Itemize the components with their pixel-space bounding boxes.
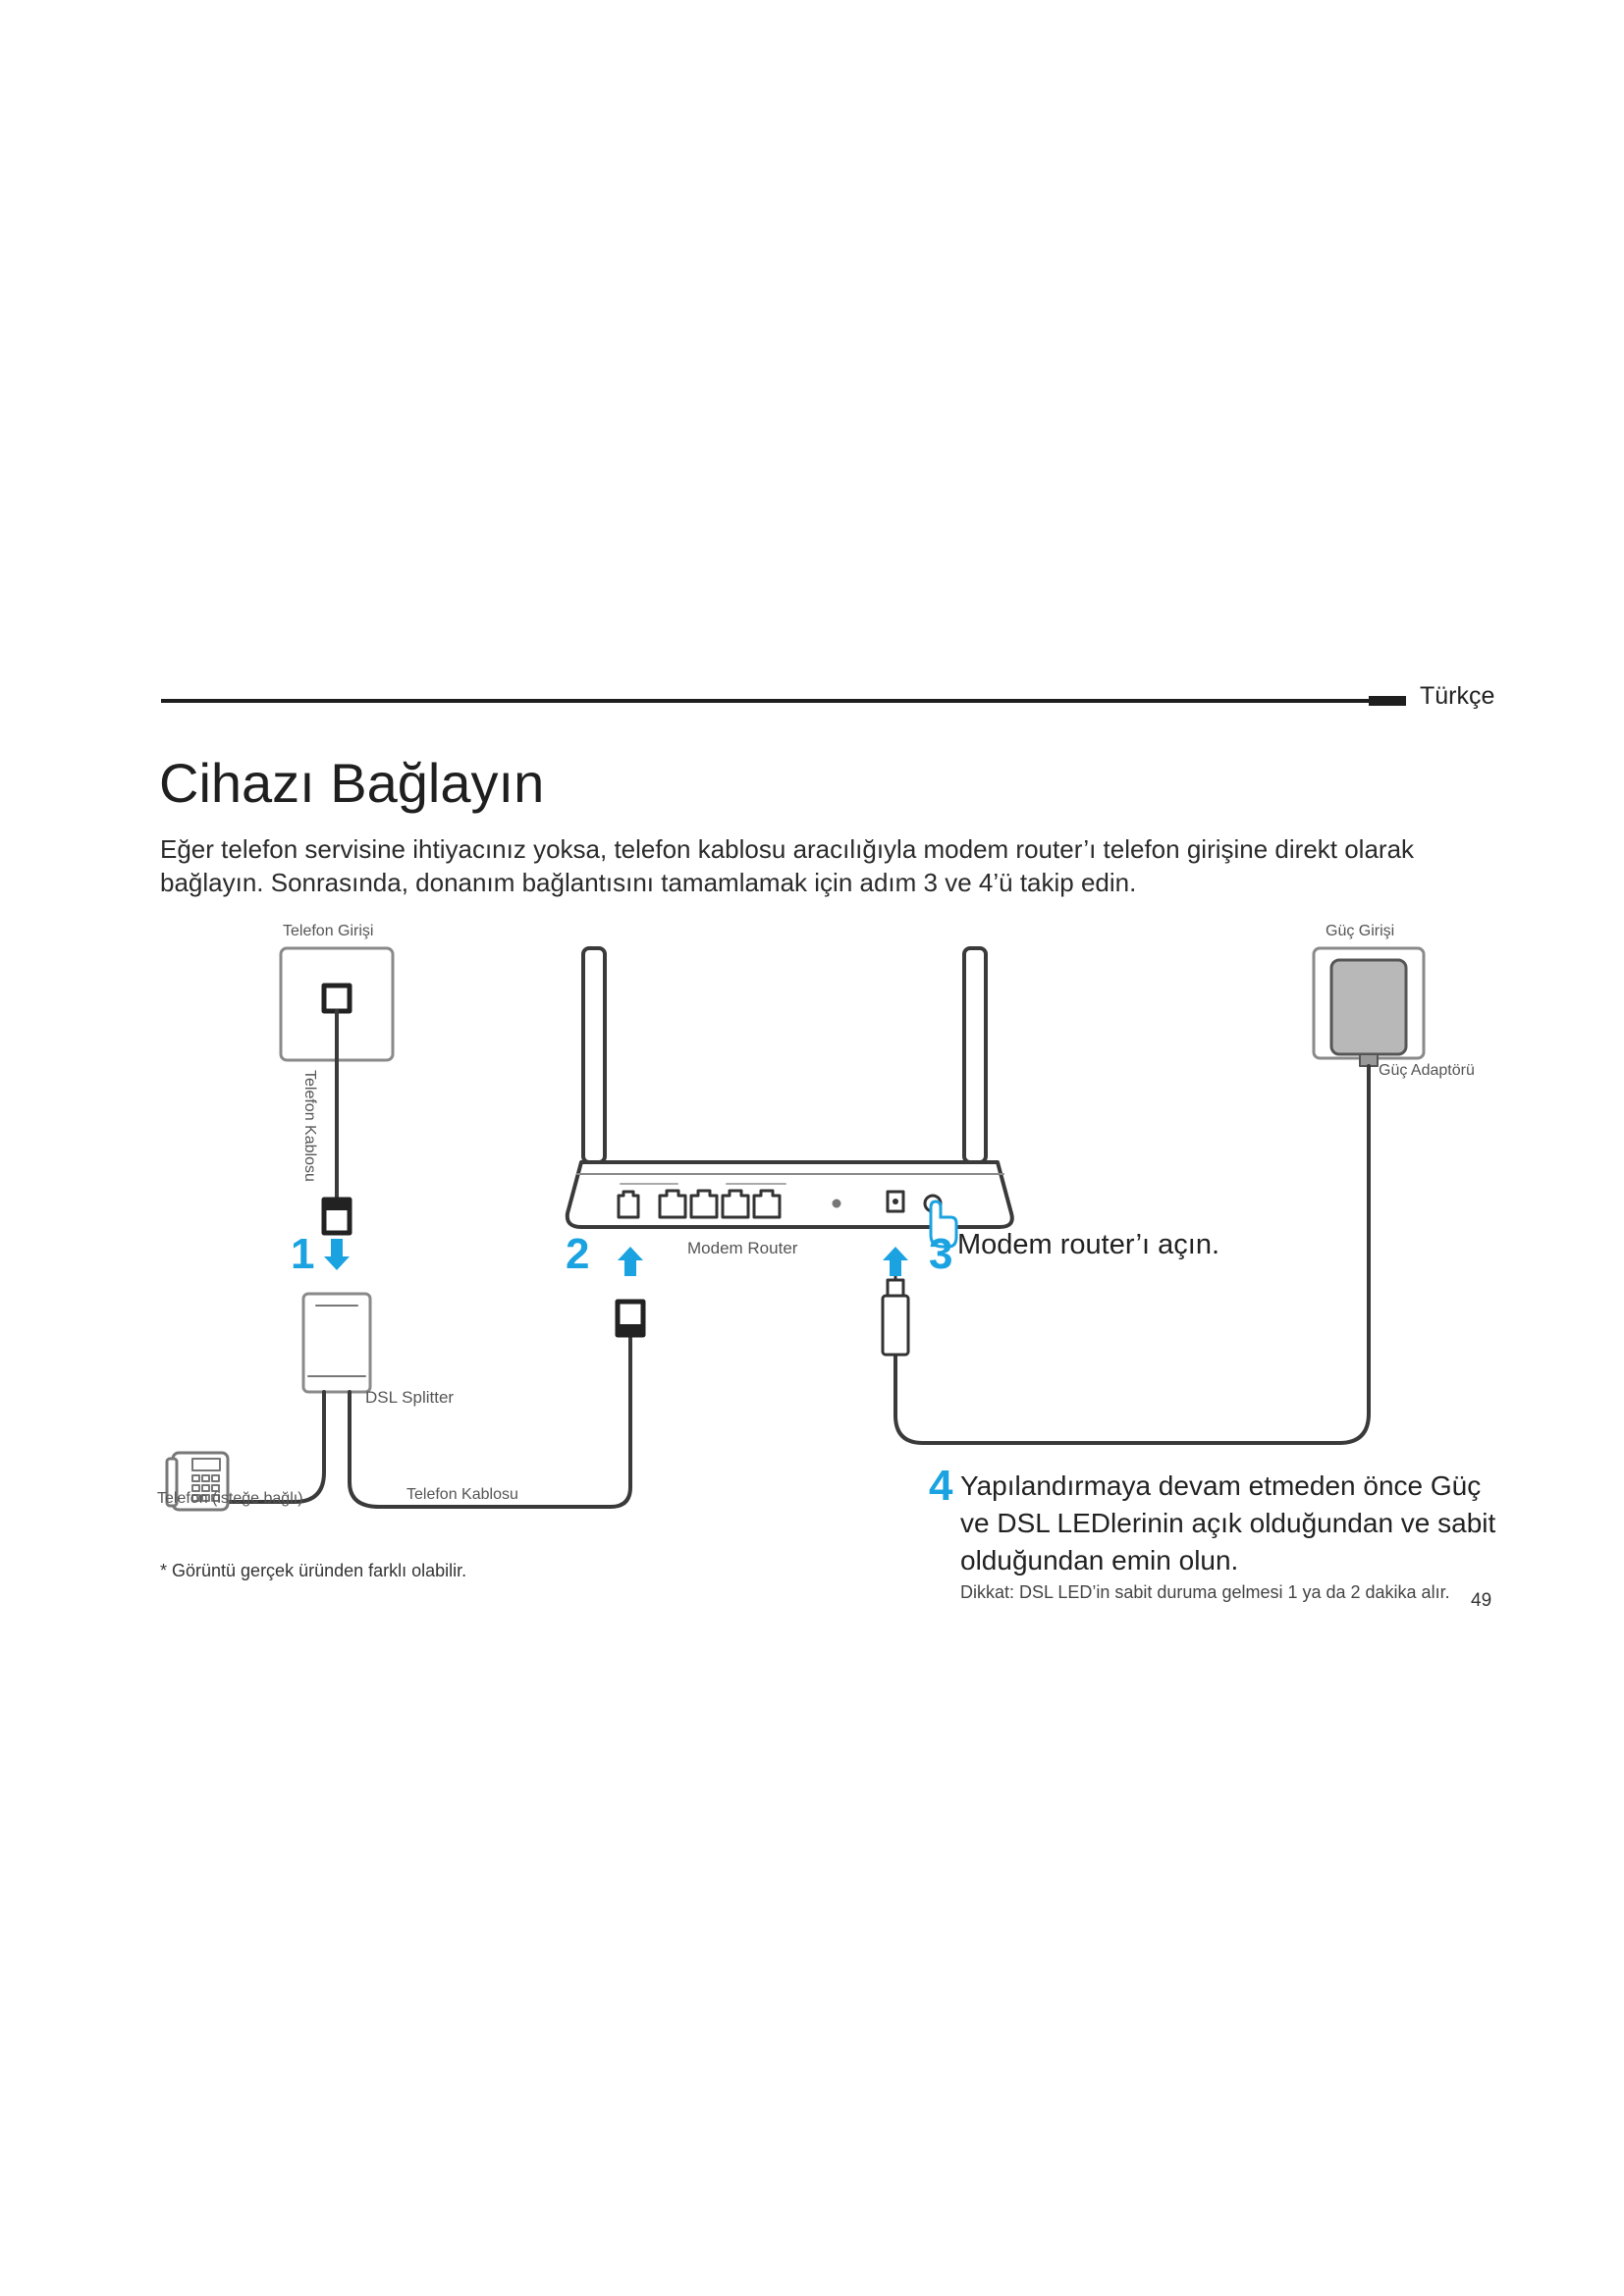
power-adapter-label: Güç Adaptörü — [1379, 1062, 1475, 1079]
phone-jack-port — [324, 986, 350, 1011]
arrow-up-step3-icon — [883, 1247, 908, 1276]
lan-port-2 — [691, 1191, 717, 1217]
step-1-number: 1 — [291, 1230, 315, 1278]
phone-cable-bottom-label: Telefon Kablosu — [406, 1486, 518, 1503]
telephone-label: Telefon (isteğe bağlı) — [157, 1490, 303, 1507]
step-3-number: 3 — [929, 1230, 953, 1278]
dsl-port — [619, 1192, 638, 1217]
splitter-router-cable — [350, 1335, 630, 1507]
splitter-phone-cable — [228, 1414, 324, 1502]
page-number: 49 — [1471, 1590, 1492, 1611]
step-4-number: 4 — [929, 1462, 953, 1510]
lan-port-3 — [723, 1191, 748, 1217]
reset-button — [833, 1200, 840, 1207]
arrow-up-step2-icon — [618, 1247, 643, 1276]
intro-paragraph: Eğer telefon servisine ihtiyacınız yoksa, telefon kablosu aracılığıyla modem router’ı telefon girişine direkt olarak bağlayın. Sonrasında, donanım bağlantısını tamamlamak için adım 3 ve 4’ü takip edin. — [160, 834, 1415, 897]
step-3-text: Modem router’ı açın. — [957, 1229, 1220, 1260]
lan-port-1 — [660, 1191, 685, 1217]
step-4-text: Yapılandırmaya devam etmeden önce Güç ve DSL LEDlerinin açık olduğundan ve sabit olduğundan emin olun. — [960, 1470, 1496, 1575]
power-outlet-label: Güç Girişi — [1326, 923, 1395, 939]
language-label: Türkçe — [1420, 682, 1495, 710]
phone-cable-vertical-label: Telefon Kablosu — [301, 1070, 318, 1182]
step-2-number: 2 — [566, 1230, 590, 1278]
phone-jack-label: Telefon Girişi — [283, 923, 374, 939]
router-antenna-left — [583, 948, 605, 1162]
lan-port-4 — [754, 1191, 780, 1217]
router-antenna-right — [964, 948, 986, 1162]
disclaimer-text: * Görüntü gerçek üründen farklı olabilir. — [160, 1561, 467, 1580]
power-adapter — [1331, 960, 1406, 1054]
arrow-down-step1-icon — [324, 1239, 350, 1270]
modem-router-label: Modem Router — [687, 1239, 798, 1257]
power-plug — [883, 1296, 908, 1355]
note-text: Dikkat: DSL LED’in sabit duruma gelmesi 1 ya da 2 dakika alır. — [960, 1582, 1450, 1602]
page-title: Cihazı Bağlayın — [159, 752, 545, 814]
dsl-splitter-label: DSL Splitter — [365, 1388, 455, 1407]
